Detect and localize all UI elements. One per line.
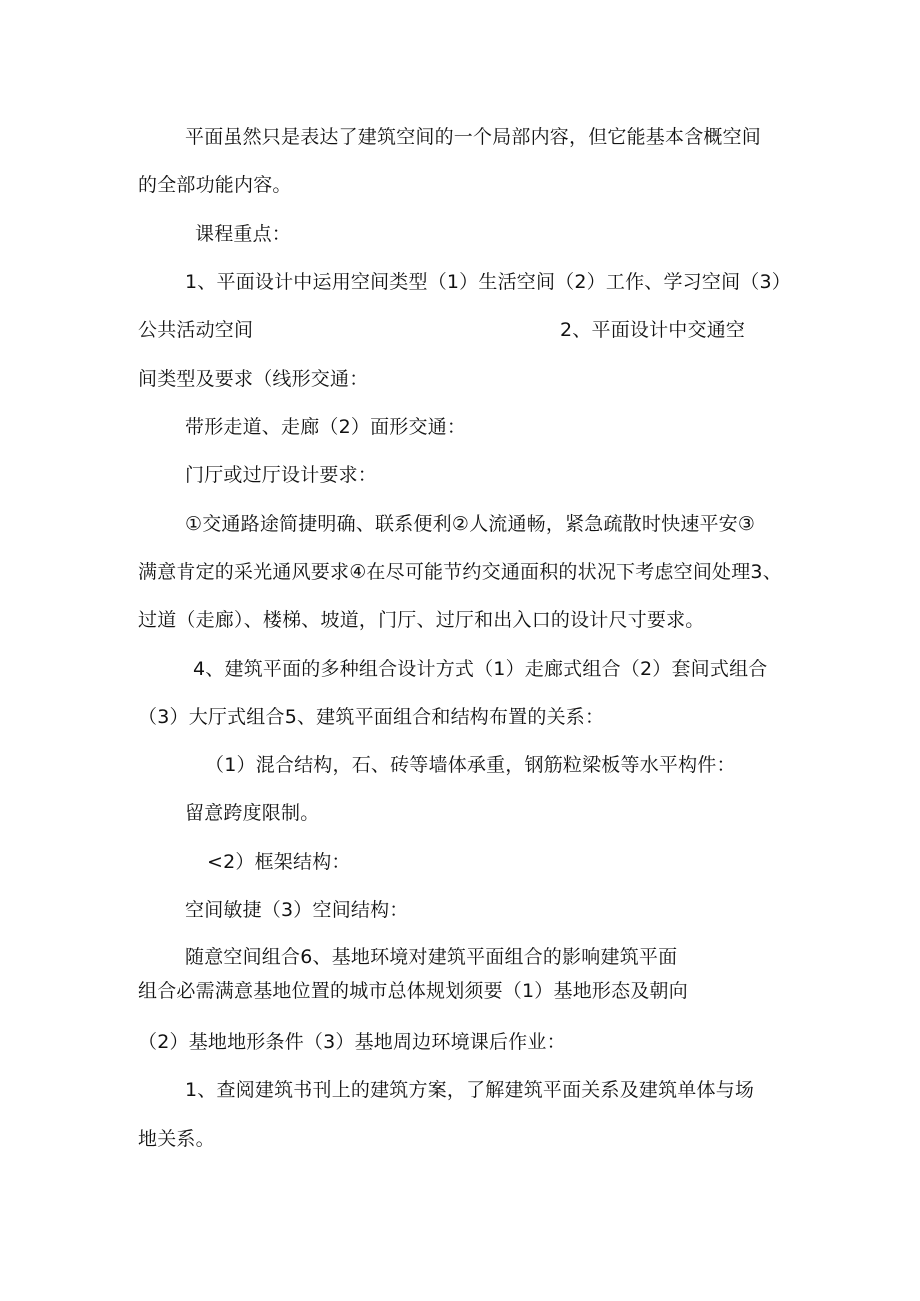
paragraph-line: 带形走道、走廊（2）面形交通： bbox=[185, 416, 467, 438]
paragraph-line: 间类型及要求（线形交通： bbox=[138, 368, 369, 390]
section-heading: 课程重点： bbox=[195, 223, 292, 245]
paragraph-line: 平面虽然只是表达了建筑空间的一个局部内容，但它能基本含概空间 bbox=[185, 126, 762, 148]
paragraph-line: ①交通路途简捷明确、联系便利②人流通畅，紧急疏散时快速平安③ bbox=[185, 513, 756, 535]
paragraph-line: 门厅或过厅设计要求： bbox=[185, 464, 378, 486]
paragraph-line: （2）基地地形条件（3）基地周边环境课后作业： bbox=[138, 1031, 566, 1053]
paragraph-line: 留意跨度限制。 bbox=[185, 802, 320, 824]
paragraph-line: 满意肯定的采光通风要求④在尽可能节约交通面积的状况下考虑空间处理3、 bbox=[138, 561, 782, 583]
paragraph-line: 4、建筑平面的多种组合设计方式（1）走廊式组合（2）套间式组合 bbox=[193, 658, 768, 680]
paragraph-line: 公共活动空间 bbox=[138, 319, 254, 341]
paragraph-line: 的全部功能内容。 bbox=[138, 174, 292, 196]
paragraph-line: 2、平面设计中交通空 bbox=[560, 319, 746, 341]
paragraph-line: 1、查阅建筑书刊上的建筑方案，了解建筑平面关系及建筑单体与场 bbox=[185, 1079, 755, 1101]
paragraph-line: 随意空间组合6、基地环境对建筑平面组合的影响建筑平面 bbox=[185, 946, 678, 968]
paragraph-line: （3）大厅式组合5、建筑平面组合和结构布置的关系： bbox=[138, 706, 605, 728]
paragraph-line: 空间敏捷（3）空间结构： bbox=[185, 899, 409, 921]
paragraph-line: 组合必需满意基地位置的城市总体规划须要（1）基地形态及朝向 bbox=[138, 980, 688, 1002]
paragraph-line: 1、平面设计中运用空间类型（1）生活空间（2）工作、学习空间（3） bbox=[185, 271, 791, 293]
paragraph-line: 过道（走廊）、楼梯、坡道，门厅、过厅和出入口的设计尺寸要求。 bbox=[138, 609, 705, 631]
paragraph-line: （1）混合结构，石、砖等墙体承重，钢筋粒梁板等水平构件： bbox=[205, 754, 736, 776]
paragraph-line: 地关系。 bbox=[138, 1128, 215, 1150]
paragraph-line: <2）框架结构： bbox=[207, 851, 351, 873]
